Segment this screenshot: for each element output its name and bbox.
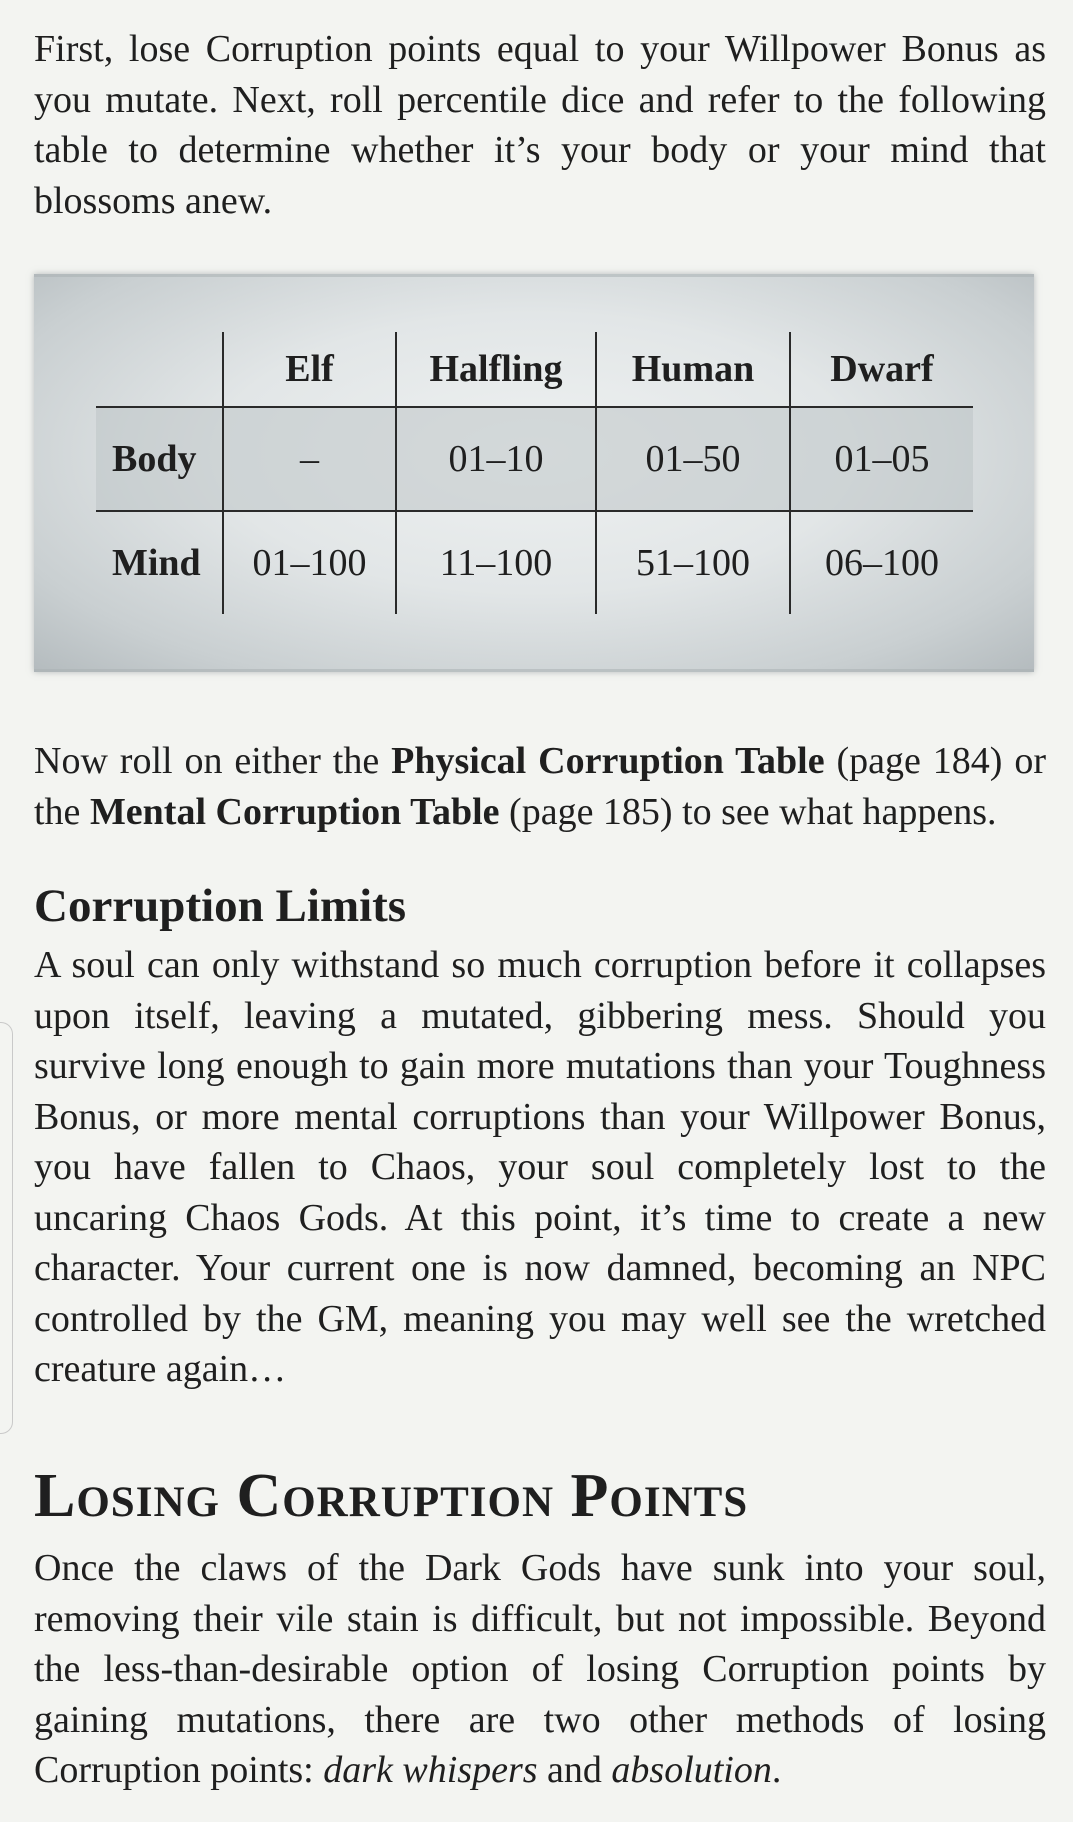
header-halfling: Halfling	[396, 332, 596, 407]
page-edge-handle	[0, 1022, 13, 1434]
cell-body-dwarf: 01–05	[790, 407, 973, 511]
cell-mind-human: 51–100	[596, 511, 790, 614]
table-row-body	[96, 407, 973, 511]
physical-page-ref: (page 184) or the	[34, 740, 1046, 833]
corruption-limits-paragraph: A soul can only withstand so much corruption before it collapses upon itself, leaving a mutated, gibbering mess. Should you survive long enough to gain more mutations than your Toughness Bonus, or more mental corruptions than your Willpower Bonus, you have fallen to Chaos, your soul completely lost to the uncaring Chaos Gods. At this point, it’s time to create a new character. Your current one is now damned, becoming an NPC controlled by the GM, meaning you may well see the wretched creature again…	[34, 944, 1046, 1390]
row-label-mind: Mind	[112, 542, 201, 584]
cell-body-halfling: 01–10	[396, 407, 596, 511]
cell-body-elf: –	[223, 407, 396, 511]
roll-suffix: (page 185) to see what happens.	[499, 790, 997, 833]
row-label-body: Body	[112, 438, 197, 480]
losing-corruption-heading: Losing Corruption Points	[34, 1462, 749, 1530]
roll-prefix: Now roll on either the	[34, 740, 392, 782]
header-blank-cell	[96, 332, 223, 407]
cell-body-human: 01–50	[596, 407, 790, 511]
intro-paragraph: First, lose Corruption points equal to your Willpower Bonus as you mutate. Next, roll percentile dice and refer to the following table to determine whether it’s your body or your mind that blossoms anew.	[34, 28, 1046, 222]
cell-mind-dwarf: 06–100	[790, 511, 973, 614]
header-human: Human	[596, 332, 790, 407]
physical-table-ref: Physical Corruption Table	[391, 740, 825, 782]
method-joiner: and	[537, 1749, 612, 1791]
table-header-row	[96, 332, 973, 407]
header-dwarf: Dwarf	[790, 332, 973, 407]
corruption-table	[96, 332, 973, 614]
roll-paragraph	[34, 736, 1046, 837]
corruption-table-panel	[34, 274, 1034, 672]
method-absolution: absolution	[611, 1749, 772, 1791]
mental-table-ref: Mental Corruption Table	[89, 790, 500, 833]
table-row-mind	[96, 511, 973, 614]
cell-mind-elf: 01–100	[223, 511, 396, 614]
corruption-limits-heading: Corruption Limits	[34, 880, 407, 932]
losing-end: .	[771, 1749, 782, 1791]
header-elf: Elf	[223, 332, 396, 407]
method-dark-whispers: dark whispers	[323, 1749, 538, 1791]
losing-text: Once the claws of the Dark Gods have sunk into your soul, removing their vile stain is difficult, but not impossible. Beyond the less-than-desirable option of losing Corruption points by gaining mutations, there are two other methods of losing Corruption points:	[34, 1547, 1046, 1791]
cell-mind-halfling: 11–100	[396, 511, 596, 614]
losing-corruption-paragraph	[34, 1543, 1046, 1796]
